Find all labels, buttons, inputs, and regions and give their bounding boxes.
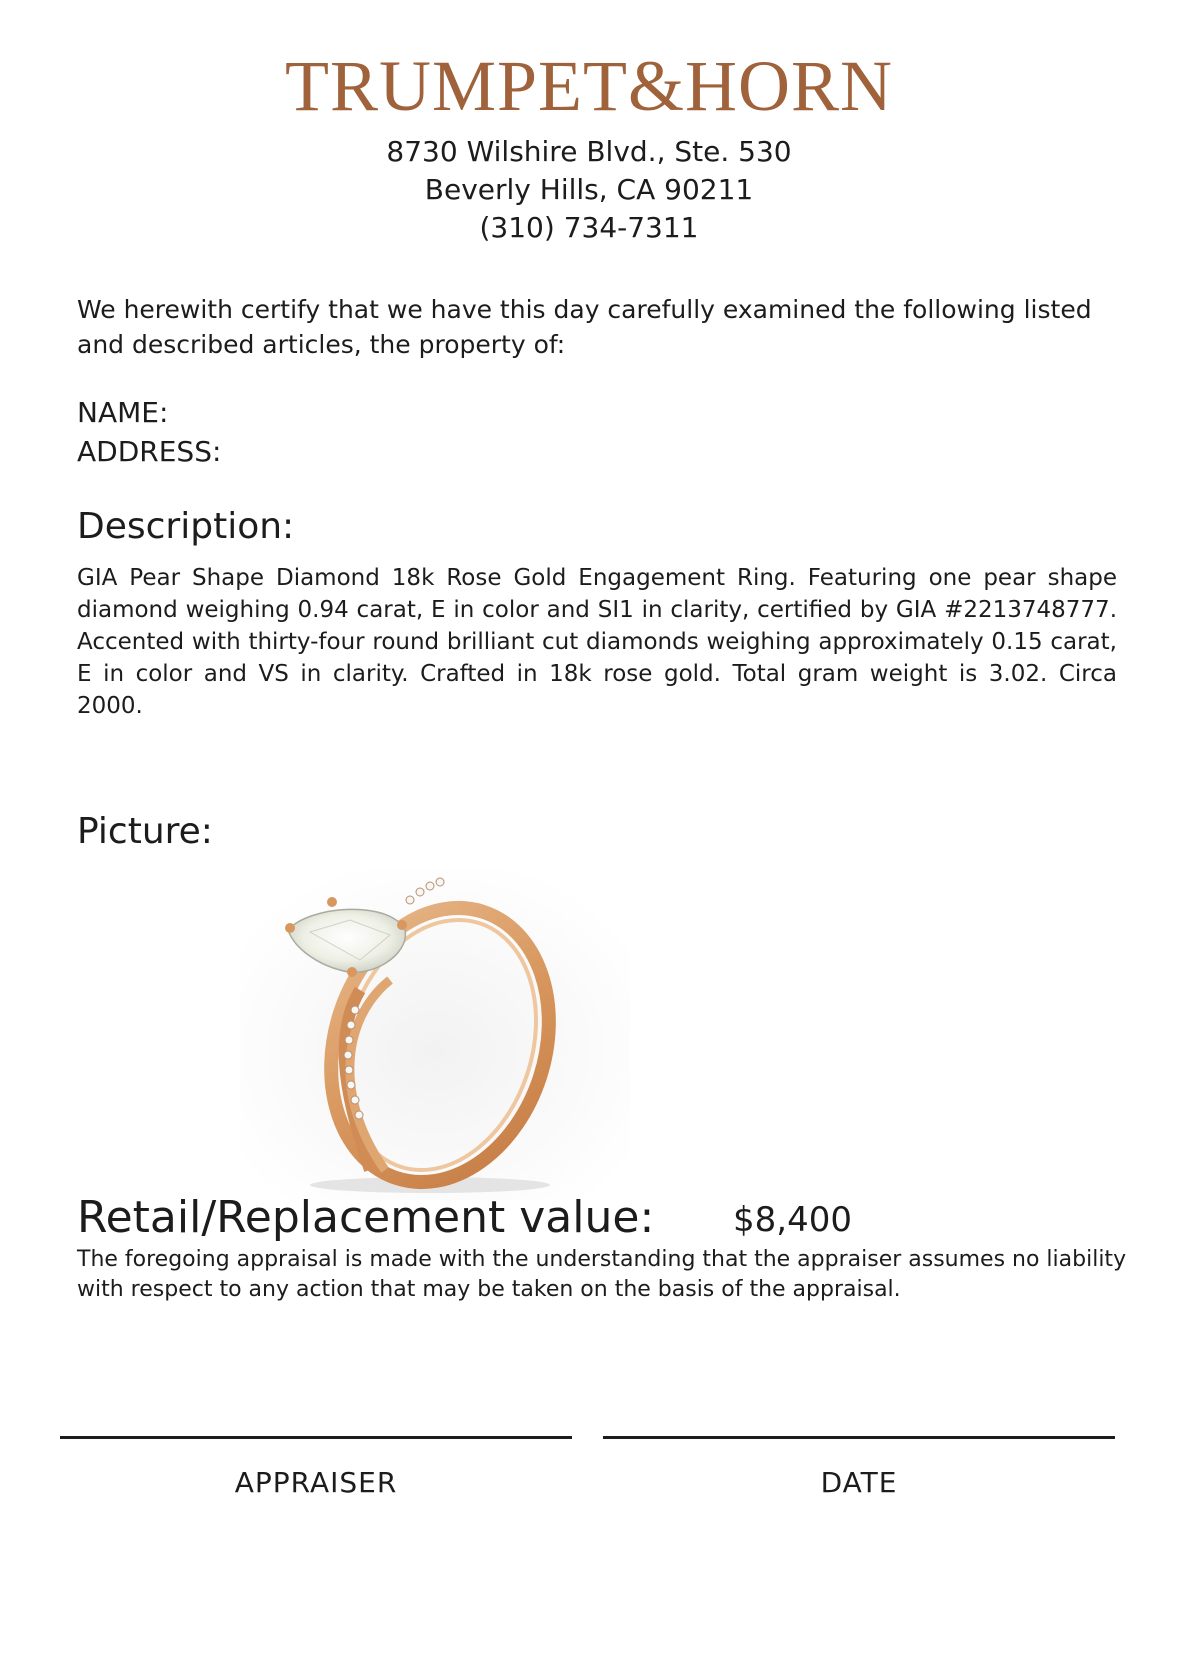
description-heading: Description:: [77, 506, 295, 547]
brand-logo: TRUMPET&HORN: [284, 46, 894, 126]
valuation-heading: Retail/Replacement value:: [77, 1192, 655, 1243]
phone-number: (310) 734-7311: [479, 211, 699, 244]
address-label: ADDRESS:: [77, 435, 222, 468]
description-text: GIA Pear Shape Diamond 18k Rose Gold Engagement Ring. Featuring one pear shape diamond weighing 0.94 carat, E in color and SI1 in clarity, certified by GIA #2213748777. Accented with thirty-four round brilliant cut diamonds weighing approximately 0.15 carat, E in color and VS in clarity. Crafted in 18k rose gold. Total gram weight is 3.02. Circa 2000.: [77, 565, 1117, 719]
certification-statement: We herewith certify that we have this day carefully examined the following listed and described articles, the property of:: [77, 295, 1092, 359]
appraiser-signature-line: [60, 1436, 572, 1439]
picture-heading: Picture:: [77, 811, 213, 852]
appraiser-label: APPRAISER: [234, 1466, 398, 1499]
disclaimer-text: The foregoing appraisal is made with the understanding that the appraiser assumes no liability with respect to any action that may be taken on the basis of the appraisal.: [77, 1247, 1127, 1302]
date-label: DATE: [820, 1466, 898, 1499]
ring-photo: [240, 870, 630, 1200]
valuation-amount: $8,400: [733, 1200, 852, 1240]
name-label: NAME:: [77, 396, 169, 429]
date-signature-line: [603, 1436, 1115, 1439]
address-line-1: 8730 Wilshire Blvd., Ste. 530: [386, 135, 792, 168]
address-line-2: Beverly Hills, CA 90211: [424, 173, 754, 206]
